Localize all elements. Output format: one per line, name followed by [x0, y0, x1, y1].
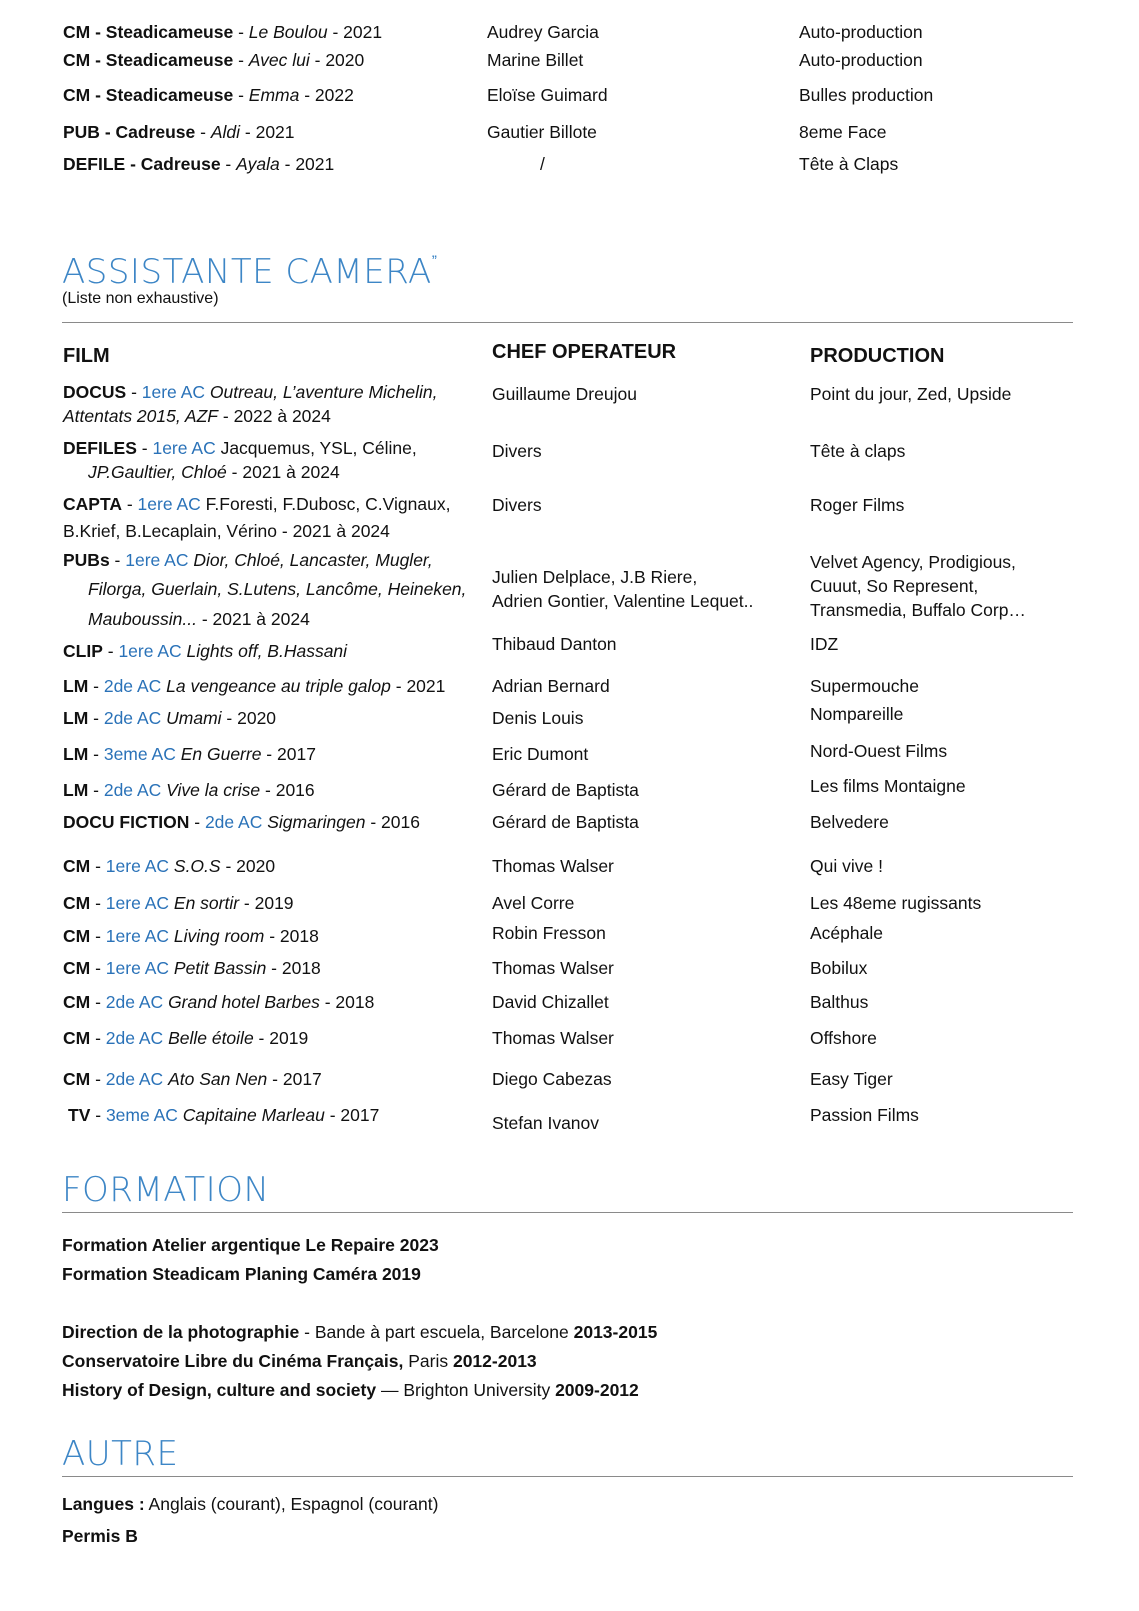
film-entry-defiles: DEFILES - 1ere AC Jacquemus, YSL, Céline, [63, 438, 417, 458]
chef-lm: Adrian Bernard [492, 676, 610, 696]
steadicam-prod: Bulles production [799, 85, 934, 105]
film-entry-docu-fiction: DOCU FICTION - 2de AC Sigmaringen - 2016 [63, 812, 420, 832]
column-header-film: FILM [63, 345, 110, 367]
steadicam-chef: Audrey Garcia [487, 22, 599, 42]
chef-cm: Diego Cabezas [492, 1069, 612, 1089]
prod-cm: Balthus [810, 992, 869, 1012]
section-divider [62, 1212, 1073, 1213]
prod-capta: Roger Films [810, 495, 905, 515]
prod-docus: Point du jour, Zed, Upside [810, 384, 1012, 404]
chef-cm: Thomas Walser [492, 856, 614, 876]
prod-defiles: Tête à claps [810, 441, 906, 461]
chef-cm: Robin Fresson [492, 923, 606, 943]
film-entry-pubs-line2: Filorga, Guerlain, S.Lutens, Lancôme, Heineken, [88, 579, 467, 599]
education-item: Direction de la photographie - Bande à part escuela, Barcelone 2013-2015 [62, 1322, 658, 1342]
steadicam-prod: 8eme Face [799, 122, 887, 142]
section-title-formation: FORMATION [62, 1170, 270, 1210]
film-entry-lm: LM - 3eme AC En Guerre - 2017 [63, 744, 316, 764]
steadicam-chef: / [540, 154, 545, 174]
chef-defiles: Divers [492, 441, 542, 461]
prod-cm: Easy Tiger [810, 1069, 893, 1089]
film-entry-cm: CM - 1ere AC S.O.S - 2020 [63, 856, 276, 876]
prod-pubs-line3: Transmedia, Buffalo Corp… [810, 600, 1026, 620]
film-entry-docus: DOCUS - 1ere AC Outreau, L’aventure Michelin, [63, 382, 438, 402]
chef-capta: Divers [492, 495, 542, 515]
steadicam-row: DEFILE - Cadreuse - Ayala - 2021 [63, 154, 335, 174]
section-subtitle: (Liste non exhaustive) [62, 290, 219, 307]
prod-docu-fiction: Belvedere [810, 812, 889, 832]
prod-lm: Les films Montaigne [810, 776, 966, 796]
education-item: History of Design, culture and society — Brighton University 2009-2012 [62, 1380, 639, 1400]
prod-cm: Offshore [810, 1028, 877, 1048]
prod-cm: Qui vive ! [810, 856, 883, 876]
prod-cm: Bobilux [810, 958, 868, 978]
formation-item: Formation Steadicam Planing Caméra 2019 [62, 1264, 421, 1284]
prod-lm: Supermouche [810, 676, 919, 696]
film-entry-pubs: PUBs - 1ere AC Dior, Chloé, Lancaster, Mugler, [63, 550, 433, 570]
chef-lm: Denis Louis [492, 708, 584, 728]
languages: Langues : Anglais (courant), Espagnol (courant) [62, 1494, 439, 1514]
chef-clip: Thibaud Danton [492, 634, 617, 654]
film-entry-capta: CAPTA - 1ere AC F.Foresti, F.Dubosc, C.Vignaux, [63, 494, 451, 514]
film-entry-cm: CM - 1ere AC En sortir - 2019 [63, 893, 294, 913]
steadicam-chef: Marine Billet [487, 50, 584, 70]
column-header-chef: CHEF OPERATEUR [492, 341, 677, 363]
steadicam-row: CM - Steadicameuse - Avec lui - 2020 [63, 50, 365, 70]
steadicam-row: CM - Steadicameuse - Emma - 2022 [63, 85, 354, 105]
film-entry-cm: CM - 1ere AC Living room - 2018 [63, 926, 319, 946]
steadicam-prod: Tête à Claps [799, 154, 899, 174]
title-mark: ˮ [431, 252, 438, 271]
section-divider [62, 1476, 1073, 1477]
prod-clip: IDZ [810, 634, 839, 654]
prod-lm: Nord-Ouest Films [810, 741, 948, 761]
chef-lm: Eric Dumont [492, 744, 589, 764]
prod-tv: Passion Films [810, 1105, 919, 1125]
steadicam-prod: Auto-production [799, 22, 923, 42]
chef-cm: Thomas Walser [492, 1028, 614, 1048]
film-entry-docus-line2: Attentats 2015, AZF - 2022 à 2024 [63, 406, 331, 426]
film-entry-tv: TV - 3eme AC Capitaine Marleau - 2017 [68, 1105, 380, 1125]
film-entry-capta-line2: B.Krief, B.Lecaplain, Vérino - 2021 à 2024 [63, 521, 390, 541]
steadicam-prod: Auto-production [799, 50, 923, 70]
chef-lm: Gérard de Baptista [492, 780, 639, 800]
chef-pubs-line2: Adrien Gontier, Valentine Lequet.. [492, 591, 754, 611]
film-entry-pubs-line3: Mauboussin... - 2021 à 2024 [88, 609, 310, 629]
section-title-autre: AUTRE [62, 1434, 179, 1474]
film-entry-cm: CM - 2de AC Grand hotel Barbes - 2018 [63, 992, 375, 1012]
section-title-assistante: ASSISTANTE $CAMERA^ˮ$ [62, 252, 438, 292]
prod-cm: Acéphale [810, 923, 883, 943]
film-entry-lm: LM - 2de AC Vive la crise - 2016 [63, 780, 315, 800]
formation-item: Formation Atelier argentique Le Repaire 2023 [62, 1235, 439, 1255]
film-entry-clip: CLIP - 1ere AC Lights off, B.Hassani [63, 641, 348, 661]
steadicam-row: PUB - Cadreuse - Aldi - 2021 [63, 122, 295, 142]
chef-tv: Stefan Ivanov [492, 1113, 600, 1133]
film-entry-lm: LM - 2de AC Umami - 2020 [63, 708, 277, 728]
chef-docus: Guillaume Dreujou [492, 384, 637, 404]
steadicam-row: CM - Steadicameuse - Le Boulou - 2021 [63, 22, 383, 42]
film-entry-defiles-line2: JP.Gaultier, Chloé - 2021 à 2024 [88, 462, 340, 482]
prod-lm: Nompareille [810, 704, 904, 724]
driving-licence: Permis B [62, 1526, 138, 1546]
prod-pubs-line2: Cuuut, So Represent, [810, 576, 979, 596]
steadicam-chef: Gautier Billote [487, 122, 597, 142]
film-entry-lm: LM - 2de AC La vengeance au triple galop - 2021 [63, 676, 446, 696]
prod-pubs-line1: Velvet Agency, Prodigious, [810, 552, 1016, 572]
column-header-production: PRODUCTION [810, 345, 945, 367]
chef-cm: Avel Corre [492, 893, 575, 913]
film-entry-cm: CM - 1ere AC Petit Bassin - 2018 [63, 958, 321, 978]
film-entry-cm: CM - 2de AC Belle étoile - 2019 [63, 1028, 309, 1048]
section-divider [62, 322, 1073, 323]
prod-cm: Les 48eme rugissants [810, 893, 982, 913]
chef-docu-fiction: Gérard de Baptista [492, 812, 639, 832]
steadicam-chef: Eloïse Guimard [487, 85, 608, 105]
chef-pubs-line1: Julien Delplace, J.B Riere, [492, 567, 698, 587]
chef-cm: Thomas Walser [492, 958, 614, 978]
chef-cm: David Chizallet [492, 992, 609, 1012]
education-item: Conservatoire Libre du Cinéma Français, Paris 2012-2013 [62, 1351, 537, 1371]
film-entry-cm: CM - 2de AC Ato San Nen - 2017 [63, 1069, 322, 1089]
